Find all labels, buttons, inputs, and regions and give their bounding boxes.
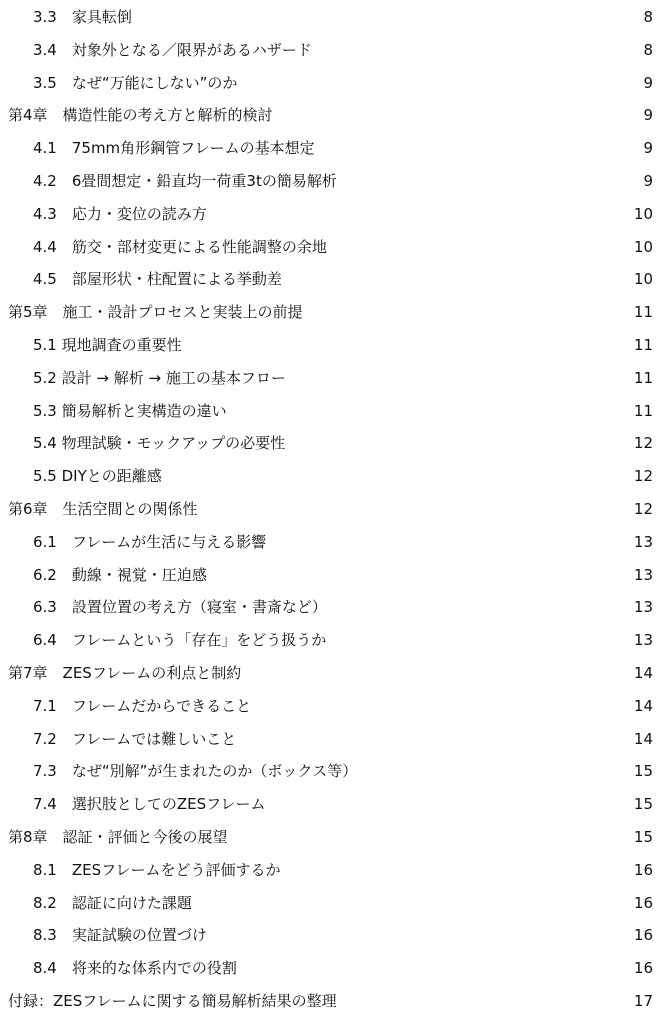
toc-chapter-entry[interactable]	[0, 103, 667, 127]
toc-section-entry[interactable]	[0, 235, 667, 259]
toc-entry-title: 7.2 フレームでは難しいこと	[33, 729, 237, 748]
toc-entry-title: 4.2 6畳間想定・鉛直均一荷重3tの簡易解析	[33, 172, 337, 190]
toc-page-number: 13	[633, 532, 653, 551]
toc-entry-title: 4.5 部屋形状・柱配置による挙動差	[33, 270, 282, 289]
toc-entry-title: 4.3 応力・変位の読み方	[33, 204, 207, 223]
toc-entry-title: 6.2 動線・視覚・圧迫感	[33, 565, 207, 584]
toc-section-entry[interactable]	[0, 694, 667, 718]
toc-page-number: 16	[633, 860, 653, 879]
toc-section-entry[interactable]	[0, 169, 667, 193]
toc-page-number: 15	[633, 828, 653, 846]
toc-section-entry[interactable]	[0, 727, 667, 751]
toc-chapter-entry[interactable]	[0, 989, 667, 1013]
toc-entry-title: 8.4 将来的な体系内での役割	[33, 959, 237, 978]
toc-page-number: 8	[643, 40, 653, 59]
toc-page-number: 14	[633, 696, 653, 715]
toc-chapter-entry[interactable]	[0, 661, 667, 685]
toc-page-number: 11	[633, 303, 653, 322]
toc-entry-title: 7.4 選択肢としてのZESフレーム	[33, 795, 266, 814]
toc-page-number: 9	[643, 73, 653, 92]
toc-section-entry[interactable]	[0, 464, 667, 488]
toc-entry-title: 8.3 実証試験の位置づけ	[33, 926, 207, 945]
toc-entry-title: 4.1 75mm角形鋼管フレームの基本想定	[33, 139, 315, 158]
toc-entry-title: 6.3 設置位置の考え方（寝室・書斎など）	[33, 598, 327, 617]
toc-section-entry[interactable]	[0, 923, 667, 947]
toc-entry-title: 5.1 現地調査の重要性	[33, 336, 182, 354]
toc-entry-title: 7.3 なぜ“別解”が生まれたのか（ボックス等）	[33, 762, 358, 781]
toc-entry-title: 付録：ZESフレームに関する簡易解析結果の整理	[8, 992, 337, 1010]
toc-section-entry[interactable]	[0, 71, 667, 95]
toc-page-number: 17	[633, 992, 653, 1010]
toc-entry-title: 5.5 DIYとの距離感	[33, 467, 162, 486]
toc-section-entry[interactable]	[0, 858, 667, 882]
toc-entry-title: 第4章 構造性能の考え方と解析的検討	[8, 106, 273, 125]
toc-page-number: 9	[643, 106, 653, 125]
toc-section-entry[interactable]	[0, 595, 667, 619]
toc-section-entry[interactable]	[0, 202, 667, 226]
toc-section-entry[interactable]	[0, 628, 667, 652]
toc-page-number: 15	[633, 762, 653, 781]
toc-entry-title: 8.1 ZESフレームをどう評価するか	[33, 860, 281, 879]
toc-section-entry[interactable]	[0, 530, 667, 554]
toc-entry-title: 第5章 施工・設計プロセスと実装上の前提	[8, 303, 303, 322]
toc-section-entry[interactable]	[0, 956, 667, 980]
toc-page-number: 13	[633, 631, 653, 650]
toc-section-entry[interactable]	[0, 431, 667, 455]
toc-entry-title: 8.2 認証に向けた課題	[33, 893, 192, 912]
toc-page-number: 13	[633, 565, 653, 584]
toc-section-entry[interactable]	[0, 267, 667, 291]
toc-page-number: 8	[643, 8, 653, 26]
toc-page-number: 10	[633, 204, 653, 223]
toc-entry-title: 6.1 フレームが生活に与える影響	[33, 532, 267, 551]
toc-section-entry[interactable]	[0, 333, 667, 357]
toc-entry-title: 5.4 物理試験・モックアップの必要性	[33, 434, 286, 453]
toc-page-number: 16	[633, 926, 653, 945]
toc-entry-title: 4.4 筋交・部材変更による性能調整の余地	[33, 237, 327, 256]
toc-page-number: 10	[633, 237, 653, 256]
toc-entry-title: 第7章 ZESフレームの利点と制約	[8, 664, 242, 682]
toc-section-entry[interactable]	[0, 891, 667, 915]
toc-section-entry[interactable]	[0, 399, 667, 423]
toc-entry-title: 3.5 なぜ“万能にしない”のか	[33, 73, 238, 92]
toc-entry-title: 3.3 家具転倒	[33, 8, 132, 26]
toc-page-number: 13	[633, 598, 653, 617]
toc-chapter-entry[interactable]	[0, 825, 667, 849]
toc-entry-title: 第6章 生活空間との関係性	[8, 500, 198, 518]
toc-chapter-entry[interactable]	[0, 300, 667, 324]
toc-page-number: 15	[633, 795, 653, 814]
toc-page-number: 11	[633, 336, 653, 354]
toc-page-number: 9	[643, 172, 653, 190]
toc-page-number: 12	[633, 467, 653, 486]
toc-page-number: 12	[633, 500, 653, 518]
toc-page-number: 12	[633, 434, 653, 453]
toc-section-entry[interactable]	[0, 5, 667, 29]
toc-page-number: 14	[633, 729, 653, 748]
toc-page-number: 16	[633, 893, 653, 912]
toc-section-entry[interactable]	[0, 792, 667, 816]
toc-entry-title: 3.4 対象外となる／限界があるハザード	[33, 40, 312, 59]
toc-entry-title: 7.1 フレームだからできること	[33, 696, 252, 715]
toc-section-entry[interactable]	[0, 563, 667, 587]
toc-chapter-entry[interactable]	[0, 497, 667, 521]
toc-page-number: 14	[633, 664, 653, 682]
toc-section-entry[interactable]	[0, 38, 667, 62]
toc-page-number: 11	[633, 401, 653, 420]
toc-section-entry[interactable]	[0, 366, 667, 390]
toc-page-number: 16	[633, 959, 653, 978]
toc-entry-title: 第8章 認証・評価と今後の展望	[8, 828, 228, 846]
toc-page-number: 9	[643, 139, 653, 158]
toc-section-entry[interactable]	[0, 759, 667, 783]
toc-page-number: 10	[633, 270, 653, 289]
toc-page-number: 11	[633, 368, 653, 387]
toc-entry-title: 5.3 簡易解析と実構造の違い	[33, 401, 227, 420]
toc-section-entry[interactable]	[0, 136, 667, 160]
toc-entry-title: 6.4 フレームという「存在」をどう扱うか	[33, 631, 327, 650]
toc-entry-title: 5.2 設計 → 解析 → 施工の基本フロー	[33, 368, 286, 387]
